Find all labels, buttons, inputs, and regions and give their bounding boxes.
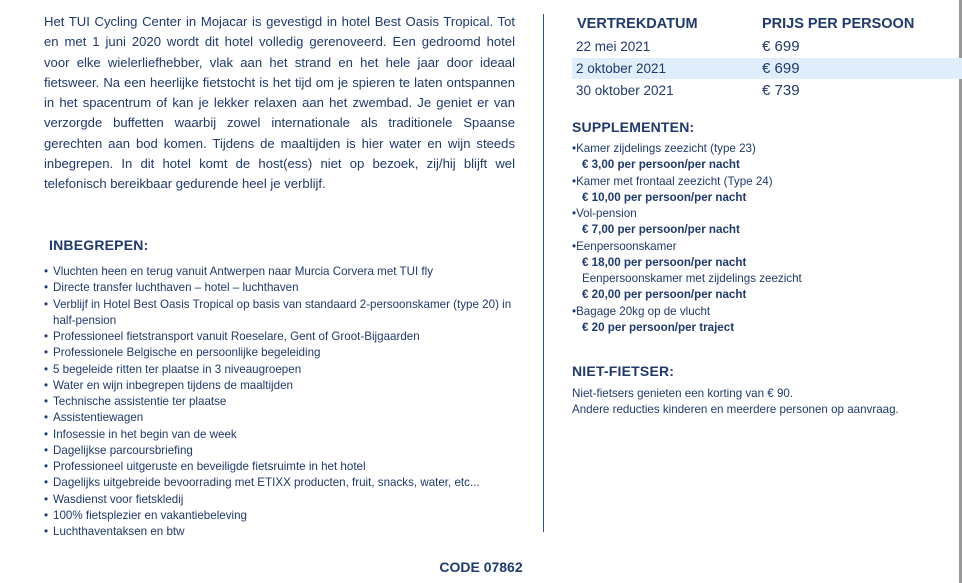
list-item: • Professioneel fietstransport vanuit Roeselare, Gent of Groot-Bijgaarden — [44, 329, 524, 345]
price-value: € 699 — [762, 38, 800, 55]
departure-date: 2 oktober 2021 — [576, 61, 667, 76]
list-item: • Directe transfer luchthaven – hotel – luchthaven — [44, 280, 524, 296]
non-cyclist-reductions: Andere reducties kinderen en meerdere personen op aanvraag. — [572, 403, 899, 416]
list-item: • Verblijf in Hotel Best Oasis Tropical op basis van standaard 2-persoonskamer (type 20) in half-pension — [44, 297, 524, 330]
supplement-price: € 20 per persoon/per traject — [582, 320, 735, 334]
list-item: • 100% fietsplezier en vakantiebeleving — [44, 508, 524, 524]
supplements-list — [572, 141, 952, 336]
supplement-label: • Eenpersoonskamer — [572, 239, 952, 255]
supplement-label: • Kamer zijdelings zeezicht (type 23) — [572, 141, 952, 157]
list-item: • Assistentiewagen — [44, 410, 524, 426]
non-cyclist-title: NIET-FIETSER: — [572, 363, 675, 379]
price-value: € 699 — [762, 60, 800, 77]
list-item: • Technische assistentie ter plaatse — [44, 394, 524, 410]
intro-text: Het TUI Cycling Center in Mojacar is gevestigd in hotel Best Oasis Tropical. Tot en met 1 juni 2020 wordt dit hotel volledig gerenoveerd. Een gedroomd hotel voor elke wielerliefhebber, vlak aan het strand en het hele jaar door ideaal fietsweer. Na een heerlijke fietstocht is het tijd om je spieren te laten ontspannen in het spacentrum of kan je lekker relaxen aan het zwembad. Je geniet er van verzorgde buffetten waarbij zowel internationale als traditionele Spaanse gerechten aan bod komen. Tijdens de maaltijden is hier water en wijn steeds inbegrepen. In dit hotel komt de host(ess) niet op bezoek, zij/hij blijft wel telefonisch bereikbaar gedurende heel je verblijf. — [44, 14, 515, 192]
list-item: • Professioneel uitgeruste en beveiligde fietsruimte in het hotel — [44, 459, 524, 475]
price-row — [572, 80, 962, 101]
supplement-price: € 3,00 per persoon/per nacht — [582, 158, 740, 172]
list-item: • Professionele Belgische en persoonlijke begeleiding — [44, 345, 524, 361]
price-row-highlighted — [572, 58, 962, 79]
supplement-label: • Kamer met frontaal zeezicht (Type 24) — [572, 174, 952, 190]
column-divider — [543, 14, 544, 532]
non-cyclist-text — [572, 386, 957, 418]
list-item: • Water en wijn inbegrepen tijdens de maaltijden — [44, 378, 524, 394]
supplements-title: SUPPLEMENTEN: — [572, 119, 695, 135]
supplement-price: € 18,00 per persoon/per nacht — [582, 255, 747, 269]
supplement-label: • Bagage 20kg op de vlucht — [572, 304, 952, 320]
list-item: • Vluchten heen en terug vanuit Antwerpen naar Murcia Corvera met TUI fly — [44, 264, 524, 280]
supplement-price: € 7,00 per persoon/per nacht — [582, 223, 740, 237]
price-value: € 739 — [762, 82, 800, 99]
price-row — [572, 36, 962, 57]
list-item: • 5 begeleide ritten ter plaatse in 3 niveaugroepen — [44, 362, 524, 378]
included-list — [44, 264, 524, 540]
list-item: • Luchthaventaksen en btw — [44, 524, 524, 540]
list-item: • Infosessie in het begin van de week — [44, 427, 524, 443]
non-cyclist-discount: Niet-fietsers genieten een korting van € 90. — [572, 387, 794, 400]
supplement-label: • Vol-pension — [572, 206, 952, 222]
supplement-price: € 20,00 per persoon/per nacht — [582, 288, 747, 302]
price-col-date-header: VERTREKDATUM — [577, 16, 698, 32]
included-title: INBEGREPEN: — [49, 237, 149, 253]
supplement-sublabel: Eenpersoonskamer met zijdelings zeezicht — [582, 272, 802, 285]
departure-date: 30 oktober 2021 — [576, 83, 674, 98]
list-item: • Dagelijks uitgebreide bevoorrading met ETIXX producten, fruit, snacks, water, etc... — [44, 475, 524, 491]
trip-code: CODE 07862 — [439, 559, 523, 575]
departure-date: 22 mei 2021 — [576, 39, 651, 54]
list-item: • Wasdienst voor fietskledij — [44, 492, 524, 508]
list-item: • Dagelijkse parcoursbriefing — [44, 443, 524, 459]
price-col-price-header: PRIJS PER PERSOON — [762, 16, 915, 32]
supplement-price: € 10,00 per persoon/per nacht — [582, 190, 747, 204]
